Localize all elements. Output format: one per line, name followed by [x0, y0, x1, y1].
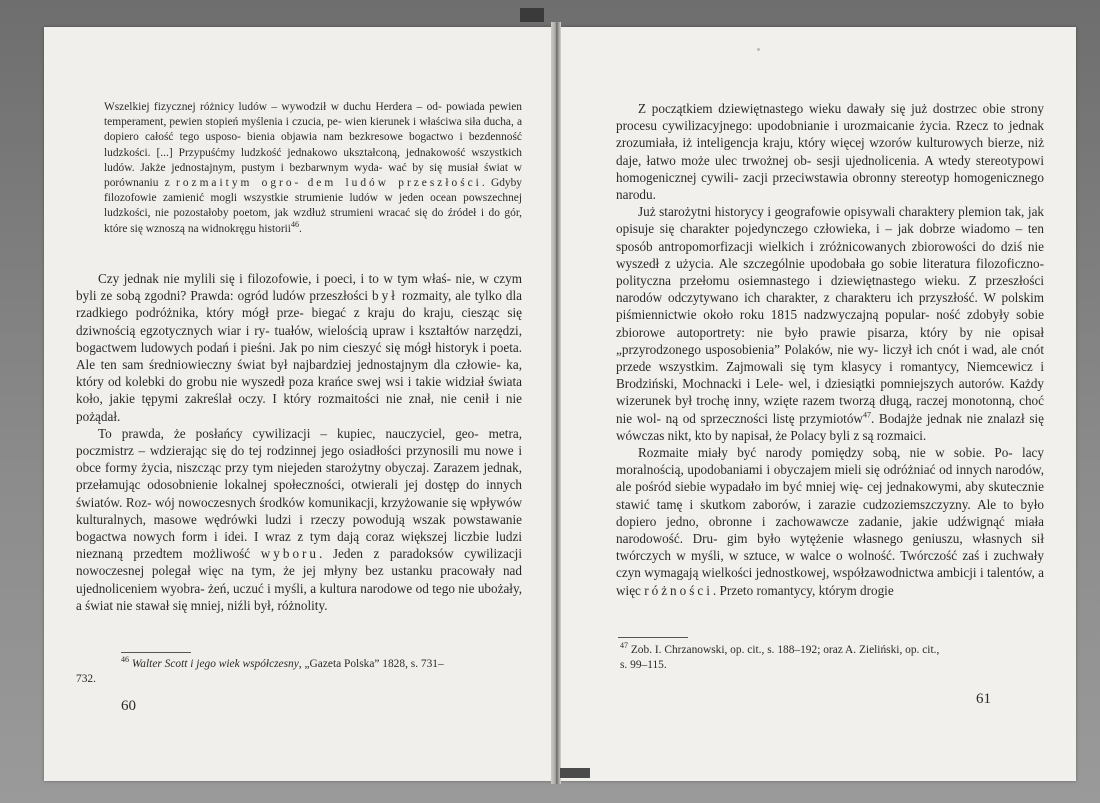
text-line: biegać z kraju do kraju, ciesząc się dziwnością egzotycznych wiar i ry-	[76, 305, 523, 338]
scanner-bottom-mark	[560, 768, 590, 778]
footnote-number: 47	[620, 641, 628, 651]
text-line: narodów odczytywano ich charakter, z charakteru ich przyszłość.	[616, 290, 978, 306]
text-line: nie znał, nie cenił i nie pożądał.	[76, 391, 523, 424]
left-paragraph-1	[76, 270, 522, 425]
quote-line: . Gdyby filozofowie zamienić mogli	[104, 177, 522, 205]
text-line: Jeden z paradoksów cywilizacji nowoczesnej polegał więc na tym,	[76, 546, 523, 579]
footnote-divider	[121, 652, 191, 653]
text-line: się wówczas nikt, kto by napisał, że Polacy byli z są rozmaici.	[616, 410, 1044, 443]
text-line: wój nowoczesnych środków komunikacji, krzyżowanie się wpływów	[155, 494, 522, 510]
block-quote	[104, 100, 522, 237]
text-line: ną od sprzeczności listę przymiotów	[665, 410, 863, 426]
text-line: nie stawał się mniej, niźli był, różnolity.	[116, 597, 328, 613]
quote-paragraph	[104, 100, 522, 237]
text-line: podań i pieśni. Jak po nim cieszyć się mógł historyk i poeta. Ale ten	[76, 339, 523, 373]
footnote-text: , „Gazeta Polska” 1828, s. 731–	[298, 658, 444, 670]
text-line: wzorów kulturowych bierze, niż daje, łatwo może ulec trwożnej ob-	[616, 135, 1045, 168]
text-line: widział świata koło, jakie tępymi zakreślał oczy. I który rozmaitości	[76, 374, 522, 407]
quote-line: wszystkie strumienie ludów w jeden ocean powszechnej ludzkości,	[104, 192, 522, 220]
left-paragraph-2	[76, 425, 522, 614]
right-body-text	[616, 100, 1044, 599]
footnote-title: Walter Scott i jego wiek współczesny	[131, 658, 299, 670]
quote-spaced-emphasis: dem ludów przeszłości	[307, 177, 482, 190]
text-line: ka, który od kolebki do grobu nie wyszedł poza krańce swej wsi i takie	[76, 357, 523, 390]
quote-line: nie pozostałoby poetom, jak wzdłuż strumieni wracać się do źródeł	[155, 207, 477, 220]
footnote-ref-47[interactable]: 47	[862, 410, 871, 420]
text-line: i – jak dobrze wiadomo – ten sposób antropomorfizacji wielkich	[616, 221, 1044, 254]
text-line: zacji przeciwstawia obronny stereotyp homogenicznego narodu.	[616, 169, 1044, 203]
text-line: i talentów, a więc	[616, 565, 1044, 598]
footnote-46	[76, 655, 521, 687]
quote-line: wien kierunek i właściwa siła ducha, a dopiero całość tego usposo-	[104, 116, 523, 144]
footnote-text: Zob. I. Chrzanowski, op. cit., s. 188–192; oraz A. Zieliński, op. cit.,	[628, 644, 940, 656]
text-line: kulturalnych, masowe wędrówki ludzi i rzeczy powodują wszak	[76, 511, 446, 527]
footnote-number: 46	[121, 655, 129, 665]
text-line: ność zdobyły sobie zbiorowe autoportrety: nie było prawie pisarza,	[616, 307, 1044, 340]
text-line: przełomu osiemnastego i dziewiętnastego wieku. Z przeszłości	[679, 273, 1044, 289]
paper-speck	[757, 48, 760, 51]
text-line: liczył ich cnót i wad, ale cnót przede wszystkim. Zajmowali się tym	[616, 341, 1044, 375]
text-line: Z początkiem dziewiętnastego wieku dawały się już dostrzec	[638, 101, 977, 116]
right-paragraph-1	[616, 100, 1044, 203]
footnote-47	[620, 643, 1040, 673]
text-line: lacy moralnością, upodobaniami i obyczajem mieli się odróżniać	[616, 445, 1044, 478]
text-line: życia. Rzecz to jednak zrozumiała, iż inteligencja kraju, który więcej	[616, 118, 1045, 151]
text-line: i zróżnicowanych zbiorowości do dziś nie wyszedł z użycia. Ale	[616, 238, 1045, 271]
text-line: od innych narodów, ale pośród siebie wypadało im być mniej wię-	[616, 462, 1045, 495]
text-line: gim było wytężenie własnego geniuszu, własnych sił twórczych	[616, 531, 1045, 564]
text-line: . Przeto romantycy, którym drogie	[712, 582, 894, 598]
text-line: sesji ujednolicenia. A wtedy stereotypowi homogenicznej cywili-	[616, 152, 1044, 185]
text-line: żeń, uczuć i myśli, a kultura narodowe od tego nie ubożały, a świat	[76, 580, 523, 613]
quote-line: bienia objawia nam bezkresowe bogactwo i bezdenność ludzkości.	[104, 131, 522, 159]
right-paragraph-2	[616, 203, 1044, 444]
text-line: sam średniowieczny świat był najbardziej jednostajnym dla człowie-	[122, 357, 501, 373]
spaced-emphasis: był	[372, 288, 398, 304]
text-line: lokalnej społeczności, otwierali jej dostęp do innych światów. Roz-	[76, 477, 523, 510]
text-line: metra, poczmistrz – wdzierając się do tej rodzinnej jego osiadłości	[76, 425, 522, 459]
text-line: wel, i dziesiątki pomniejszych autorów. Każdy wizerunek był trochę	[616, 376, 1045, 409]
footnote-text-wrap: s. 99–115.	[620, 658, 667, 671]
text-line: klasycy i romantycy, Niemcewicz i Brodziński, Mochnacki i Lele-	[616, 359, 1044, 392]
text-line: czyn wymagają wielkości jednostkowej, współzawodnictwa ambicji	[616, 565, 977, 581]
quote-spaced-emphasis: rozmaitym ogro-	[176, 177, 302, 190]
text-line: przynosili mu nowe i obce formy życia, niszcząc przy tym niejeden	[76, 443, 523, 476]
footnote-divider	[618, 637, 688, 638]
quote-line: .	[298, 222, 302, 235]
text-line: To prawda, że posłańcy cywilizacji – kupiec, nauczyciel, geo-	[98, 425, 479, 441]
quote-line: wać by się musiał świat w porównaniu z	[104, 161, 522, 190]
quote-line: powiada pewien temperament, pewien stopień myślenia i czucia, pe-	[104, 101, 522, 129]
spaced-emphasis: różności	[644, 582, 713, 598]
right-paragraph-3	[616, 444, 1044, 599]
text-line: szczególnie upodobała go sobie literatura filozoficzno-polityczna	[616, 255, 1044, 289]
text-line: Czy jednak nie mylili się i filozofowie, i poeci, i to w tym właś-	[98, 271, 451, 286]
text-line: starożytny obyczaj. Zarazem jednak, przełamując odosobnienie	[76, 460, 523, 493]
book-spine	[551, 22, 561, 784]
page-number-right: 61	[976, 691, 991, 707]
text-line: że jej młyny bez ustanku pracowały nad ujednoliceniem wyobra-	[76, 563, 523, 596]
text-line: Rozmaite miały być narody pomiędzy sobą, nie w sobie. Po-	[638, 445, 1013, 461]
quote-line: wszystkich ludów. Jakże jednostajnym, pustym i bezbarwnym wyda-	[104, 146, 522, 174]
footnote-ref-46[interactable]: 46	[290, 219, 299, 229]
quote-line: Wszelkiej fizycznej różnicy ludów – wywodził w duchu Herdera – od-	[104, 101, 442, 113]
text-line: cej jednakowymi, aby skutecznie stawić tamę i skutkom zaborów,	[616, 479, 1044, 512]
footnote-text-wrap: 732.	[76, 672, 96, 685]
page-number-left: 60	[121, 698, 136, 714]
text-line: W polskim piśmiennictwie około roku 1815 nadzwyczajną popular-	[616, 290, 1044, 323]
text-line: który by nie opisał „przyrodzonego usposobienia” Polaków, nie wy-	[616, 324, 1045, 357]
text-line: Już starożytni historycy i geografowie opisywali charaktery	[638, 204, 955, 220]
text-line: powstawanie bogactwa nowych form i idei. I wraz z tym dają coraz	[76, 511, 523, 545]
text-line: tuałów, wielością upraw i kształtów narzędzi, bogactwem ludowych	[76, 322, 523, 355]
text-line: i zarazie cudzoziemszczyzny. Ale to było dopiero jedno, obronne	[616, 496, 1044, 529]
quote-line: i do gór, które się wznoszą na widnokręgu historii	[104, 207, 523, 235]
quote-line: [...] Przypuśćmy ludzkość jednakowo ukształconą, jednakowość	[156, 146, 466, 159]
scanner-clip-mark	[520, 8, 544, 22]
text-line: inny, wzięte razem tworzą długą, raczej monotonną, choć nie wol-	[616, 393, 1044, 426]
text-line: większej liczbie ludzi nieznaną przedtem możliwość	[76, 529, 523, 562]
left-body-text	[76, 270, 522, 614]
text-line: obie strony procesu cywilizacyjnego: upodobnianie i urozmaicanie	[616, 101, 1045, 134]
text-line: .	[319, 546, 323, 562]
text-line: plemion tak, jak opisuje się charakter pojedynczego człowieka,	[616, 204, 1045, 237]
text-line: . Bodajże jednak nie znalazł	[870, 410, 1025, 426]
text-line: w myśli, w sztuce, w walce o wolność. Twórczość zaś i zuchwały	[676, 548, 1044, 564]
text-line: i zachowawcze zadanie, jakie udźwignąć miała narodowość. Dru-	[616, 513, 1045, 547]
spaced-emphasis: wyboru	[260, 546, 320, 562]
text-line: nie, w czym byli ze sobą zgodni? Prawda: ogród ludów przeszłości	[76, 271, 523, 304]
text-line: rozmaity, ale tylko dla rzadkiego podróżnika, który mógł prze-	[76, 288, 522, 321]
